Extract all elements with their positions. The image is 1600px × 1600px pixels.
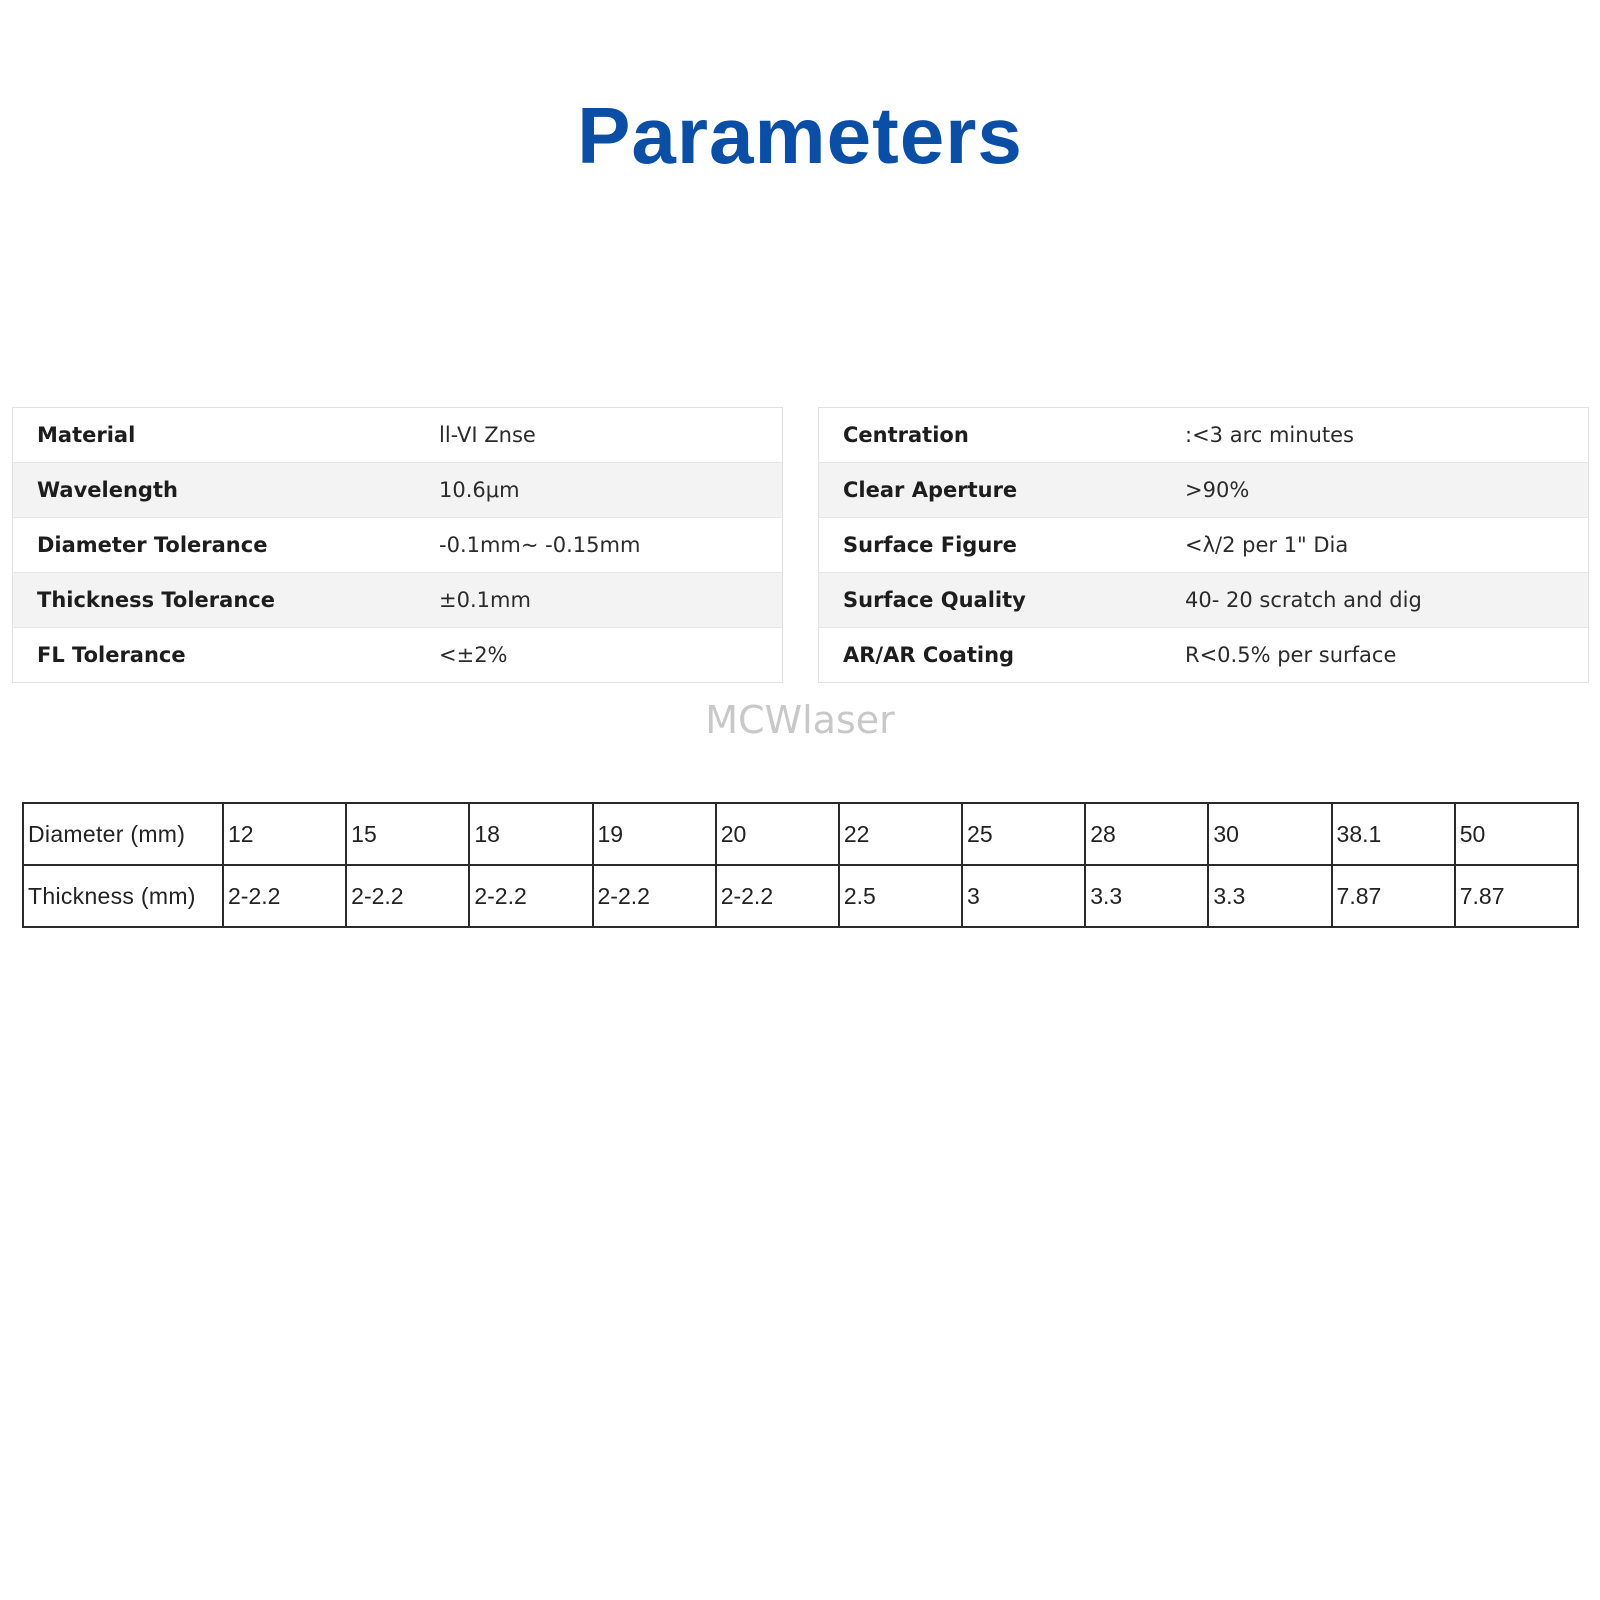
- thickness-cell: 3.3: [1085, 865, 1208, 927]
- diameter-cell: 38.1: [1332, 803, 1455, 865]
- thickness-cell: 2.5: [839, 865, 962, 927]
- spec-label: Surface Figure: [843, 533, 1017, 557]
- size-table: [22, 802, 1579, 928]
- spec-row-thickness-tolerance: [13, 573, 783, 628]
- diameter-cell: 12: [223, 803, 346, 865]
- thickness-cell: 2-2.2: [223, 865, 346, 927]
- spec-value: >90%: [1185, 478, 1250, 502]
- diameter-cell: 19: [593, 803, 716, 865]
- spec-value: :<3 arc minutes: [1185, 423, 1354, 447]
- spec-table-right: [818, 407, 1589, 683]
- thickness-cell: 2-2.2: [469, 865, 592, 927]
- thickness-cell: 7.87: [1332, 865, 1455, 927]
- spec-label: Centration: [843, 423, 969, 447]
- spec-row-ar-coating: [819, 628, 1589, 683]
- watermark: MCWlaser: [705, 698, 895, 742]
- diameter-cell: 18: [469, 803, 592, 865]
- spec-value: ll-VI Znse: [439, 423, 536, 447]
- spec-value: 10.6μm: [439, 478, 520, 502]
- thickness-cell: 2-2.2: [346, 865, 469, 927]
- spec-row-wavelength: [13, 463, 783, 518]
- diameter-cell: 30: [1208, 803, 1331, 865]
- spec-row-surface-quality: [819, 573, 1589, 628]
- thickness-cell: 3: [962, 865, 1085, 927]
- spec-row-diameter-tolerance: [13, 518, 783, 573]
- spec-value: <λ/2 per 1" Dia: [1185, 533, 1349, 557]
- spec-table-left: [12, 407, 783, 683]
- spec-label: AR/AR Coating: [843, 643, 1015, 667]
- diameter-cell: 20: [716, 803, 839, 865]
- spec-value: -0.1mm~ -0.15mm: [439, 533, 641, 557]
- thickness-row-header: Thickness (mm): [23, 865, 223, 927]
- spec-value: 40- 20 scratch and dig: [1185, 588, 1422, 612]
- spec-label: Material: [37, 423, 136, 447]
- spec-label: Wavelength: [37, 478, 178, 502]
- thickness-cell: 2-2.2: [593, 865, 716, 927]
- thickness-cell: 3.3: [1208, 865, 1331, 927]
- diameter-cell: 22: [839, 803, 962, 865]
- spec-label: Surface Quality: [843, 588, 1026, 612]
- spec-value: ±0.1mm: [439, 588, 531, 612]
- thickness-cell: 2-2.2: [716, 865, 839, 927]
- spec-label: Diameter Tolerance: [37, 533, 268, 557]
- diameter-cell: 28: [1085, 803, 1208, 865]
- page-title: Parameters: [577, 91, 1023, 180]
- diameter-cell: 25: [962, 803, 1085, 865]
- spec-row-clear-aperture: [819, 463, 1589, 518]
- diameter-row-header: Diameter (mm): [23, 803, 223, 865]
- diameter-cell: 15: [346, 803, 469, 865]
- thickness-cell: 7.87: [1455, 865, 1578, 927]
- spec-value: R<0.5% per surface: [1185, 643, 1397, 667]
- diameter-row: [23, 803, 1578, 865]
- spec-label: Thickness Tolerance: [37, 588, 275, 612]
- spec-label: FL Tolerance: [37, 643, 186, 667]
- spec-row-centration: [819, 408, 1589, 463]
- diameter-cell: 50: [1455, 803, 1578, 865]
- thickness-row: [23, 865, 1578, 927]
- spec-row-fl-tolerance: [13, 628, 783, 683]
- spec-label: Clear Aperture: [843, 478, 1018, 502]
- spec-row-material: [13, 408, 783, 463]
- spec-row-surface-figure: [819, 518, 1589, 573]
- spec-value: <±2%: [439, 643, 508, 667]
